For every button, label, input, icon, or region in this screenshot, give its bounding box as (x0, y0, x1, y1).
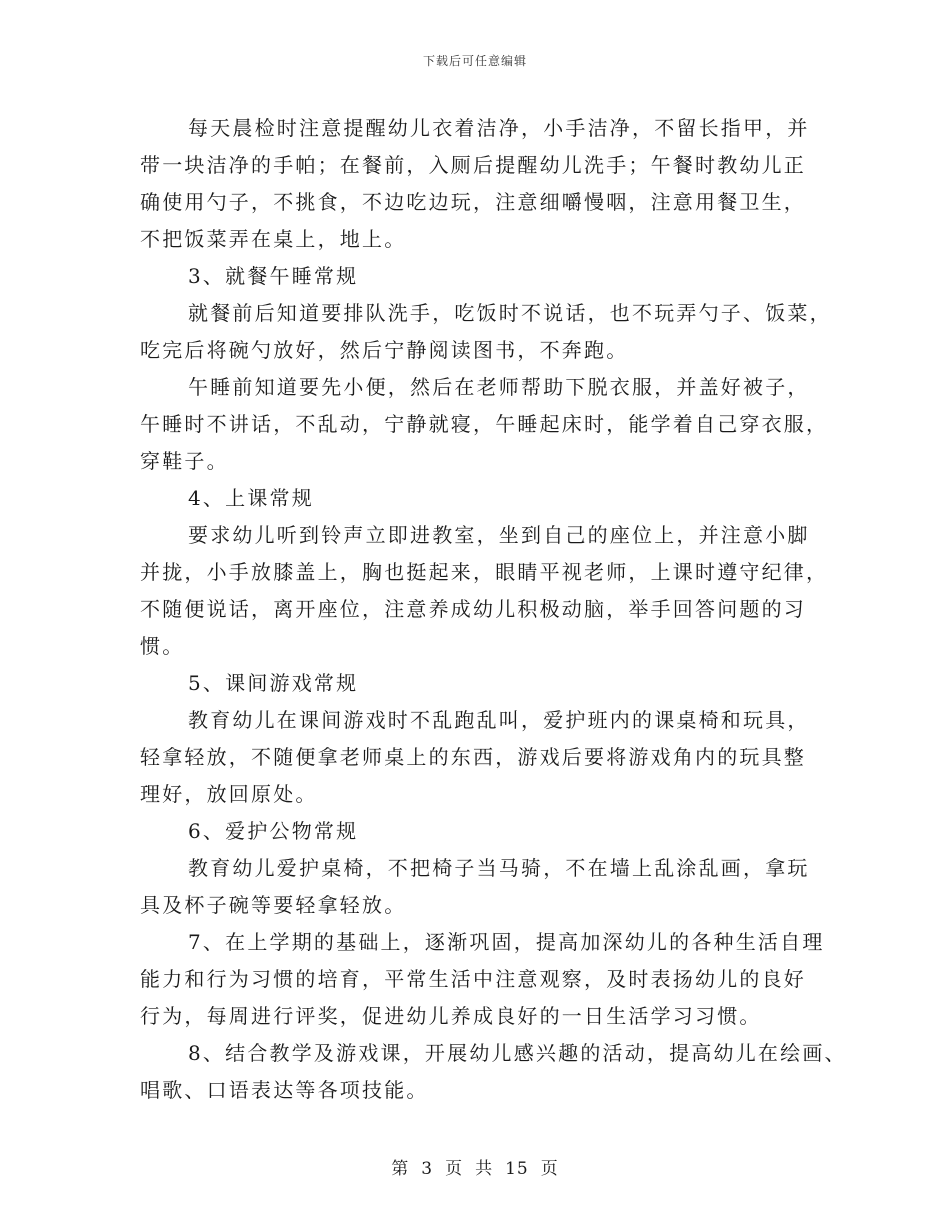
paragraph-line: 唱歌、口语表达等各项技能。 (140, 1078, 429, 1102)
footer-prefix: 第 (391, 1159, 410, 1179)
paragraph-line: 午睡前知道要先小便，然后在老师帮助下脱衣服，并盖好被子， (188, 375, 810, 399)
paragraph-line: 就餐前后知道要排队洗手，吃饭时不说话，也不玩弄勺子、饭菜， (188, 301, 832, 325)
paragraph-line: 要求幼儿听到铃声立即进教室，坐到自己的座位上，并注意小脚 (188, 523, 810, 547)
paragraph-line: 教育幼儿在课间游戏时不乱跑乱叫，爱护班内的课桌椅和玩具， (188, 708, 810, 732)
paragraph-line: 8、结合教学及游戏课，开展幼儿感兴趣的活动，提高幼儿在绘画、 (188, 1041, 847, 1065)
section-heading: 4、上课常规 (188, 486, 314, 510)
paragraph-line: 7、在上学期的基础上，逐渐巩固，提高加深幼儿的各种生活自理 (188, 930, 825, 954)
paragraph-line: 教育幼儿爱护桌椅，不把椅子当马骑，不在墙上乱涂乱画，拿玩 (188, 856, 810, 880)
paragraph-line: 惯。 (140, 634, 185, 658)
document-body (140, 110, 847, 1109)
paragraph-line: 理好，放回原处。 (140, 782, 318, 806)
paragraph-line: 穿鞋子。 (140, 449, 229, 473)
paragraph-line: 轻拿轻放，不随便拿老师桌上的东西，游戏后要将游戏角内的玩具整 (140, 745, 806, 769)
paragraph-line: 每天晨检时注意提醒幼儿衣着洁净，小手洁净，不留长指甲，并 (188, 116, 810, 140)
footer-total-word: 共 (475, 1159, 494, 1179)
paragraph-line: 午睡时不讲话，不乱动，宁静就寝，午睡起床时，能学着自己穿衣服， (140, 412, 829, 436)
total-page-number: 15 (505, 1159, 529, 1179)
section-heading: 3、就餐午睡常规 (188, 264, 359, 288)
footer-page-word: 页 (445, 1159, 464, 1179)
paragraph-line: 具及杯子碗等要轻拿轻放。 (140, 893, 407, 917)
current-page-number: 3 (421, 1159, 434, 1179)
paragraph-line: 带一块洁净的手帕；在餐前，入厕后提醒幼儿洗手；午餐时教幼儿正 (140, 153, 806, 177)
paragraph-line: 确使用勺子，不挑食，不边吃边玩，注意细嚼慢咽，注意用餐卫生， (140, 190, 806, 214)
paragraph-line: 行为，每周进行评奖，促进幼儿养成良好的一日生活学习习惯。 (140, 1004, 762, 1028)
paragraph-line: 能力和行为习惯的培育，平常生活中注意观察，及时表扬幼儿的良好 (140, 967, 806, 991)
paragraph-line: 吃完后将碗勺放好，然后宁静阅读图书，不奔跑。 (140, 338, 629, 362)
footer-suffix: 页 (540, 1159, 559, 1179)
paragraph-line: 并拢，小手放膝盖上，胸也挺起来，眼睛平视老师，上课时遵守纪律， (140, 560, 829, 584)
page-footer (0, 1154, 950, 1179)
section-heading: 5、课间游戏常规 (188, 671, 359, 695)
paragraph-line: 不随便说话，离开座位，注意养成幼儿积极动脑，举手回答问题的习 (140, 597, 806, 621)
page-header: 下载后可任意编辑 (422, 54, 527, 68)
paragraph-line: 不把饭菜弄在桌上，地上。 (140, 227, 407, 251)
section-heading: 6、爱护公物常规 (188, 819, 359, 843)
